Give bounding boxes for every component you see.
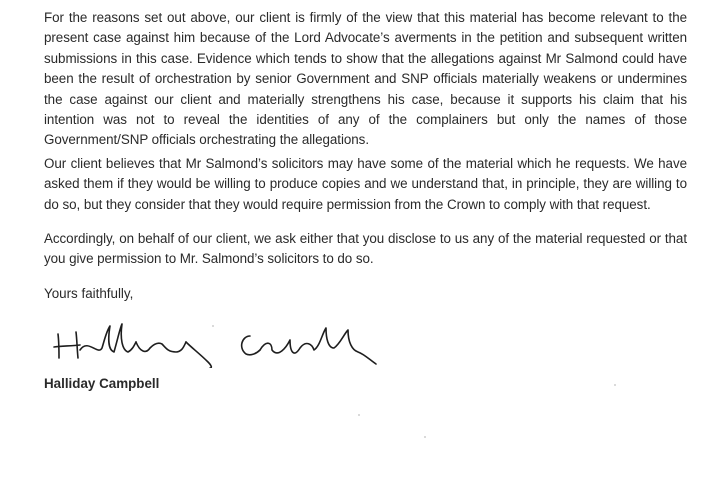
paragraph-solicitors: Our client believes that Mr Salmond’s solicitors may have some of the material which he requests. We have asked them if they would be willing to produce copies and we understand that, in principle, they are willing to do so, but they consider that they would require permission from the Crown to comply with that request. <box>44 156 687 212</box>
paragraph-orchestration: For the reasons set out above, our client is firmly of the view that this material has become relevant to the present case against him because of the Lord Advocate’s averments in the petition and subsequent written submissions in this case. Evidence which tends to show that the allegations against Mr Salmond could have been the result of orchestration by senior Government and SNP officials materially weakens or undermines the case against our client and materially strengthens his case, because it supports his claim that his intention was not to reveal the identities of any of the complainers but only the names of those Government/SNP officials orchestrating the allegations. <box>44 10 687 148</box>
scan-speck <box>212 325 214 327</box>
signatory-name: Halliday Campbell <box>44 376 160 391</box>
handwritten-signature <box>50 318 390 368</box>
scan-speck <box>424 436 426 438</box>
scan-speck <box>358 414 360 416</box>
scan-speck <box>614 384 616 386</box>
closing-salutation: Yours faithfully, <box>44 286 134 301</box>
paragraph-request: Accordingly, on behalf of our client, we ask either that you disclose to us any of the material requested or that you give permission to Mr. Salmond’s solicitors to do so. <box>44 231 687 267</box>
